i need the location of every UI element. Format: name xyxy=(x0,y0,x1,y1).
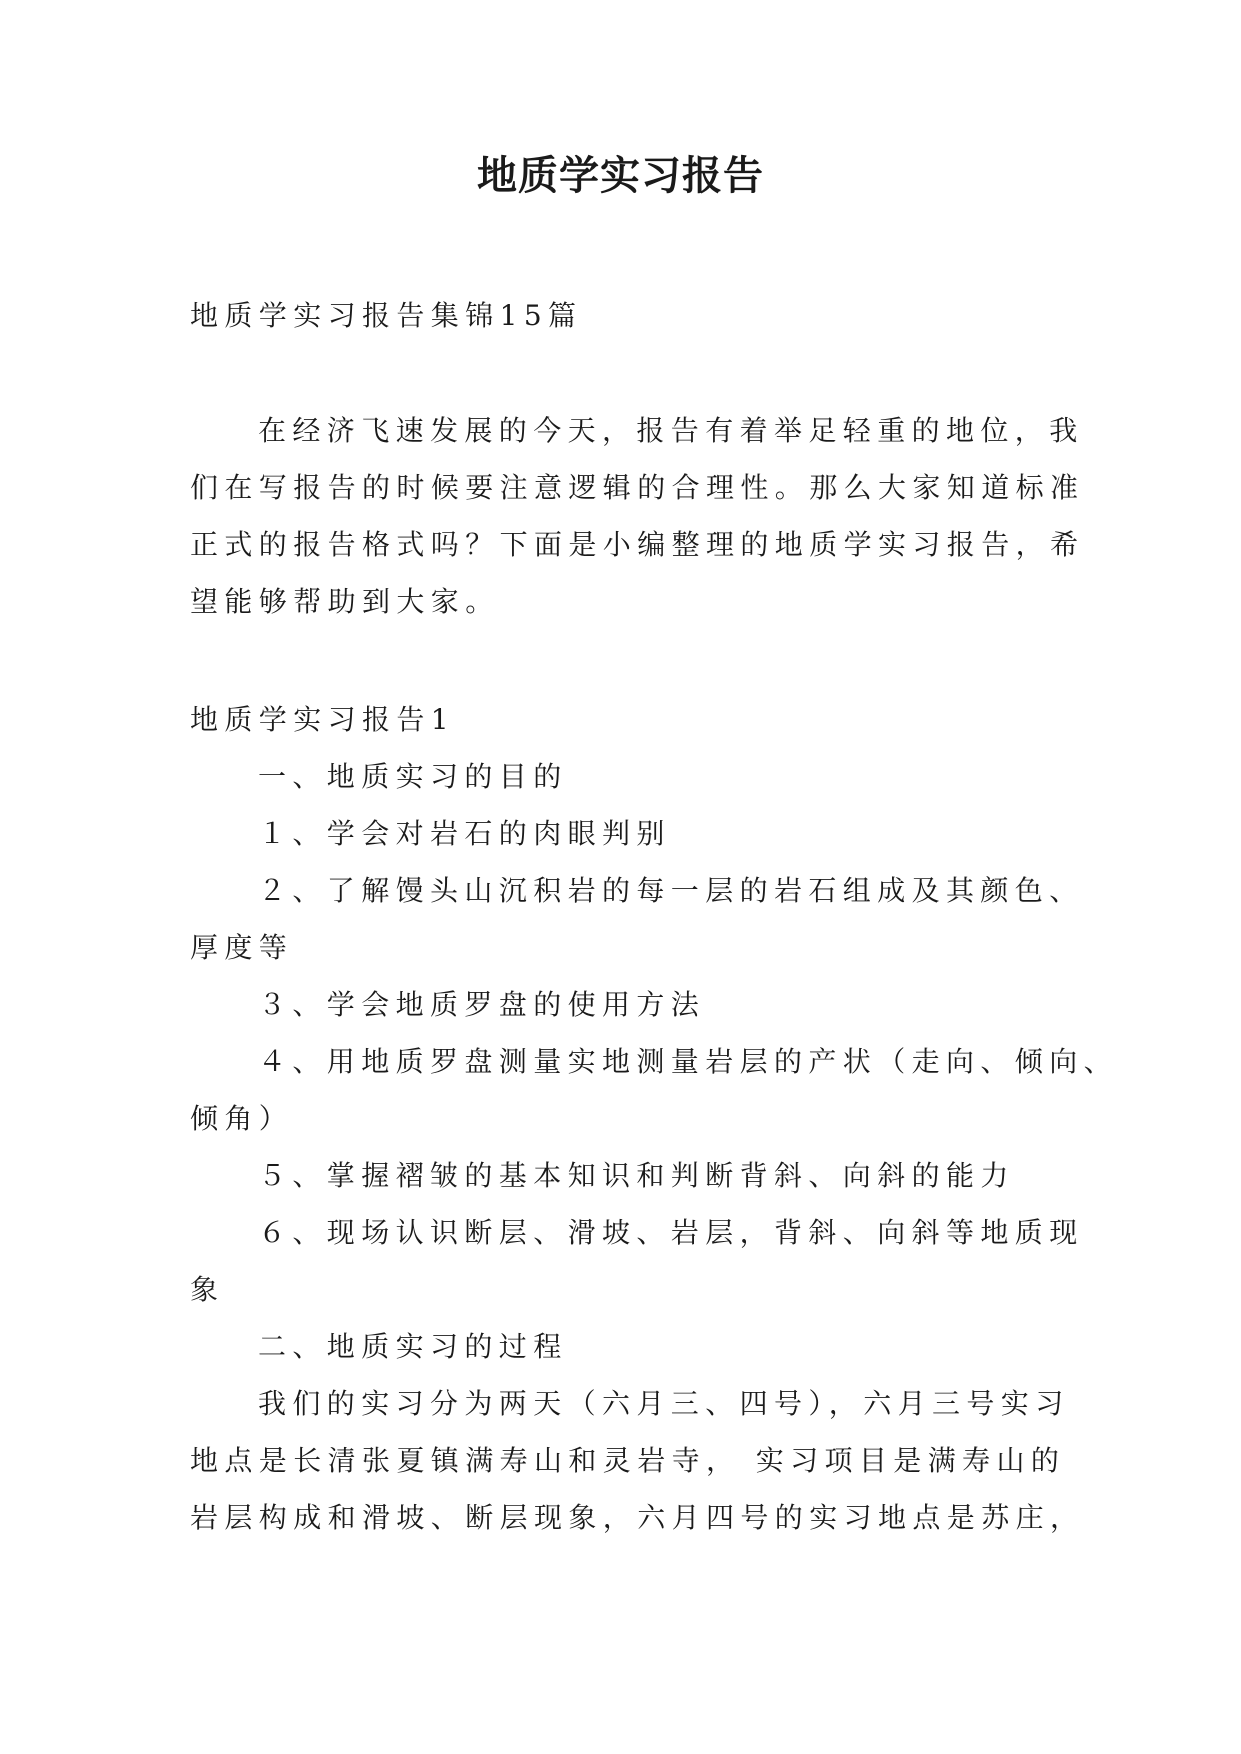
document-title: 地质学实习报告 xyxy=(477,152,764,199)
process-line-3: 岩层构成和滑坡、断层现象，六月四号的实习地点是苏庄， xyxy=(190,1501,1085,1534)
list-item-6: ６、现场认识断层、滑坡、岩层，背斜、向斜等地质现 xyxy=(258,1216,1084,1249)
section-heading: 地质学实习报告1 xyxy=(190,703,456,736)
intro-line-1: 在经济飞速发展的今天，报告有着举足轻重的地位，我 xyxy=(258,414,1084,447)
document-subtitle: 地质学实习报告集锦15篇 xyxy=(190,299,583,332)
list-item-6-continuation: 象 xyxy=(190,1273,225,1306)
list-item-5: ５、掌握褶皱的基本知识和判断背斜、向斜的能力 xyxy=(258,1159,1015,1192)
intro-line-2: 们在写报告的时候要注意逻辑的合理性。那么大家知道标准 xyxy=(190,471,1085,504)
process-line-1: 我们的实习分为两天（六月三、四号），六月三号实习 xyxy=(258,1387,1070,1420)
list-item-2: ２、了解馒头山沉积岩的每一层的岩石组成及其颜色、 xyxy=(258,874,1084,907)
list-item-2-continuation: 厚度等 xyxy=(190,931,294,964)
intro-line-4: 望能够帮助到大家。 xyxy=(190,585,500,618)
part1-heading: 一、地质实习的目的 xyxy=(258,760,568,793)
list-item-4-continuation: 倾角） xyxy=(190,1102,294,1135)
process-line-2: 地点是长清张夏镇满寿山和灵岩寺， 实习项目是满寿山的 xyxy=(190,1444,1066,1477)
list-item-1: １、学会对岩石的肉眼判别 xyxy=(258,817,671,850)
list-item-4: ４、用地质罗盘测量实地测量岩层的产状（走向、倾向、 xyxy=(258,1045,1119,1078)
intro-line-3: 正式的报告格式吗？下面是小编整理的地质学实习报告，希 xyxy=(190,528,1085,561)
part2-heading: 二、地质实习的过程 xyxy=(258,1330,568,1363)
list-item-3: ３、学会地质罗盘的使用方法 xyxy=(258,988,706,1021)
